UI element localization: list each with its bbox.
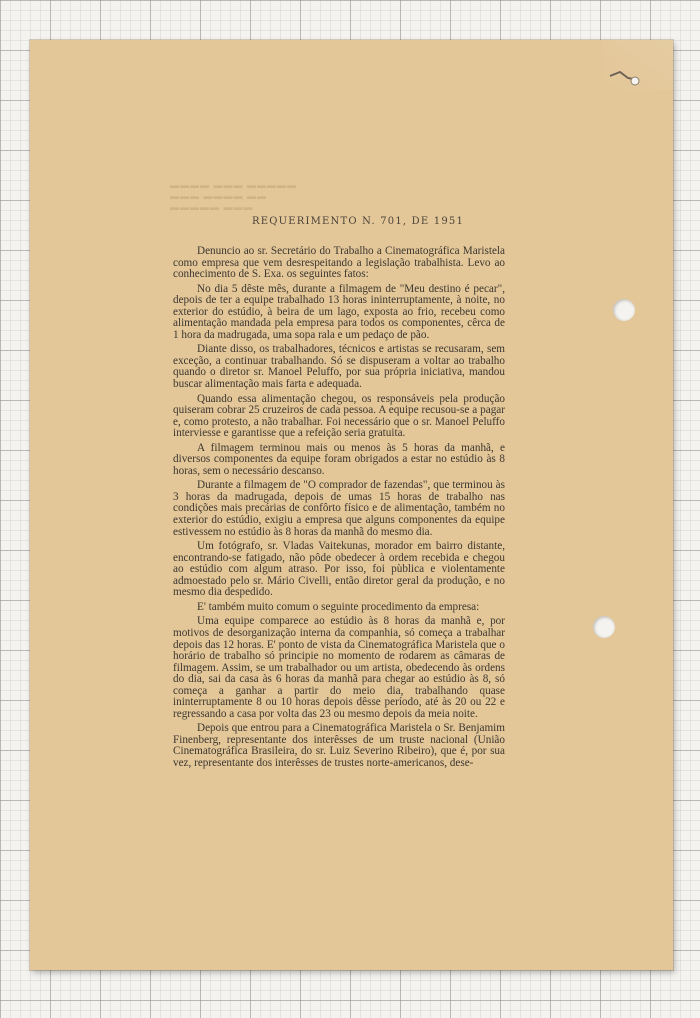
- paragraph: A filmagem terminou mais ou menos às 5 horas da manhã, e diversos componentes da equipe foram obrigados a estar no estúdio às 8 horas, sem o necessário descanso.: [173, 441, 505, 477]
- paragraph: Um fotógrafo, sr. Vladas Vaitekunas, morador em bairro distante, encontrando-se fatigado, não pôde obedecer à ordem recebida e chegou ao estúdio com algum atraso. Por isso, foi pùblica e violentamente admoestado pelo sr. Mário Civelli, então diretor geral da produção, e no mesmo dia despedido.: [173, 540, 505, 599]
- staple-icon: [608, 68, 642, 88]
- paragraph: No dia 5 dêste mês, durante a filmagem de "Meu destino é pecar", depois de ter a equipe trabalhado 13 horas ininterruptamente, à noite, no exterior do estúdio, à beira de um lago, exposta ao frio, recebeu como alimentação mandada pela empresa para todos os componentes, cêrca de 1 hora da madrugada, uma sopa rala e um pedaço de pão.: [173, 282, 505, 341]
- paragraph: Denuncio ao sr. Secretário do Trabalho a Cinematográfica Maristela como empresa que vem desrespeitando a legislação trabalhista. Levo ao conhecimento de S. Exa. os seguintes fatos:: [173, 245, 505, 281]
- punch-hole-upper: [613, 299, 635, 321]
- paragraph: E' também muito comum o seguinte procedimento da empresa:: [197, 600, 480, 613]
- paragraph: Quando essa alimentação chegou, os responsáveis pela produção quiseram cobrar 25 cruzeiros de cada pessoa. A equipe recusou-se a pagar e, como protesto, a não trabalhar. Foi necessário que o sr. Manoel Peluffo interviesse e garantisse que a refeição seria gratuita.: [173, 392, 505, 440]
- paragraph: Diante disso, os trabalhadores, técnicos e artistas se recusaram, sem exceção, a continuar trabalhando. Só se dispuseram a voltar ao trabalho quando o diretor sr. Manoel Peluffo, por sua própria iniciativa, mandou buscar alimentação mais farta e adequada.: [173, 343, 505, 391]
- paragraph: Depois que entrou para a Cinematográfica Maristela o Sr. Benjamim Finenberg, representante dos interêsses de um truste nacional (União Cinematográfica Brasileira, do sr. Luiz Severino Ribeiro), que é, por sua vez, representante dos interêsses de trustes norte-americanos, dese-: [173, 722, 505, 769]
- paragraph: Durante a filmagem de "O comprador de fazendas", que terminou às 3 horas da madrugada, depois de umas 15 horas de trabalho nas condições mais precárias de confôrto físico e de alimentação, também no exterior do estúdio, exigiu a empresa que alguns componentes da equipe estivessem no estúdio às 8 horas da manhã do mesmo dia.: [173, 479, 505, 538]
- document-body: [173, 246, 505, 773]
- document-title: REQUERIMENTO N. 701, DE 1951: [251, 216, 465, 227]
- document-page: [30, 40, 673, 970]
- paragraph: Uma equipe comparece ao estúdio às 8 horas da manhã e, por motivos de desorganização interna da companhia, só começa a trabalhar depois das 12 horas. E' ponto de vista da Cinematográfica Maristela que o horário de trabalho só principie no momento de rodarem as câmaras de filmagem. Assim, se um trabalhador ou um artista, obedecendo às ordens do dia, sai da casa às 6 horas da manhã para chegar ao estúdio às 8, só começa a ganhar a partir do meio dia, trabalhando quase ininterruptamente 8 ou 10 horas depois dêsse período, até às 20 ou 22 e regressando a casa por volta das 23 ou mesmo depois da meia noite.: [173, 615, 505, 720]
- faded-header-impression: ▬▬▬▬ ▬▬▬ ▬▬▬▬▬ ▬▬▬ ▬▬▬▬ ▬▬ ▬▬▬▬▬ ▬▬▬: [170, 180, 298, 212]
- punch-hole-lower: [593, 616, 615, 638]
